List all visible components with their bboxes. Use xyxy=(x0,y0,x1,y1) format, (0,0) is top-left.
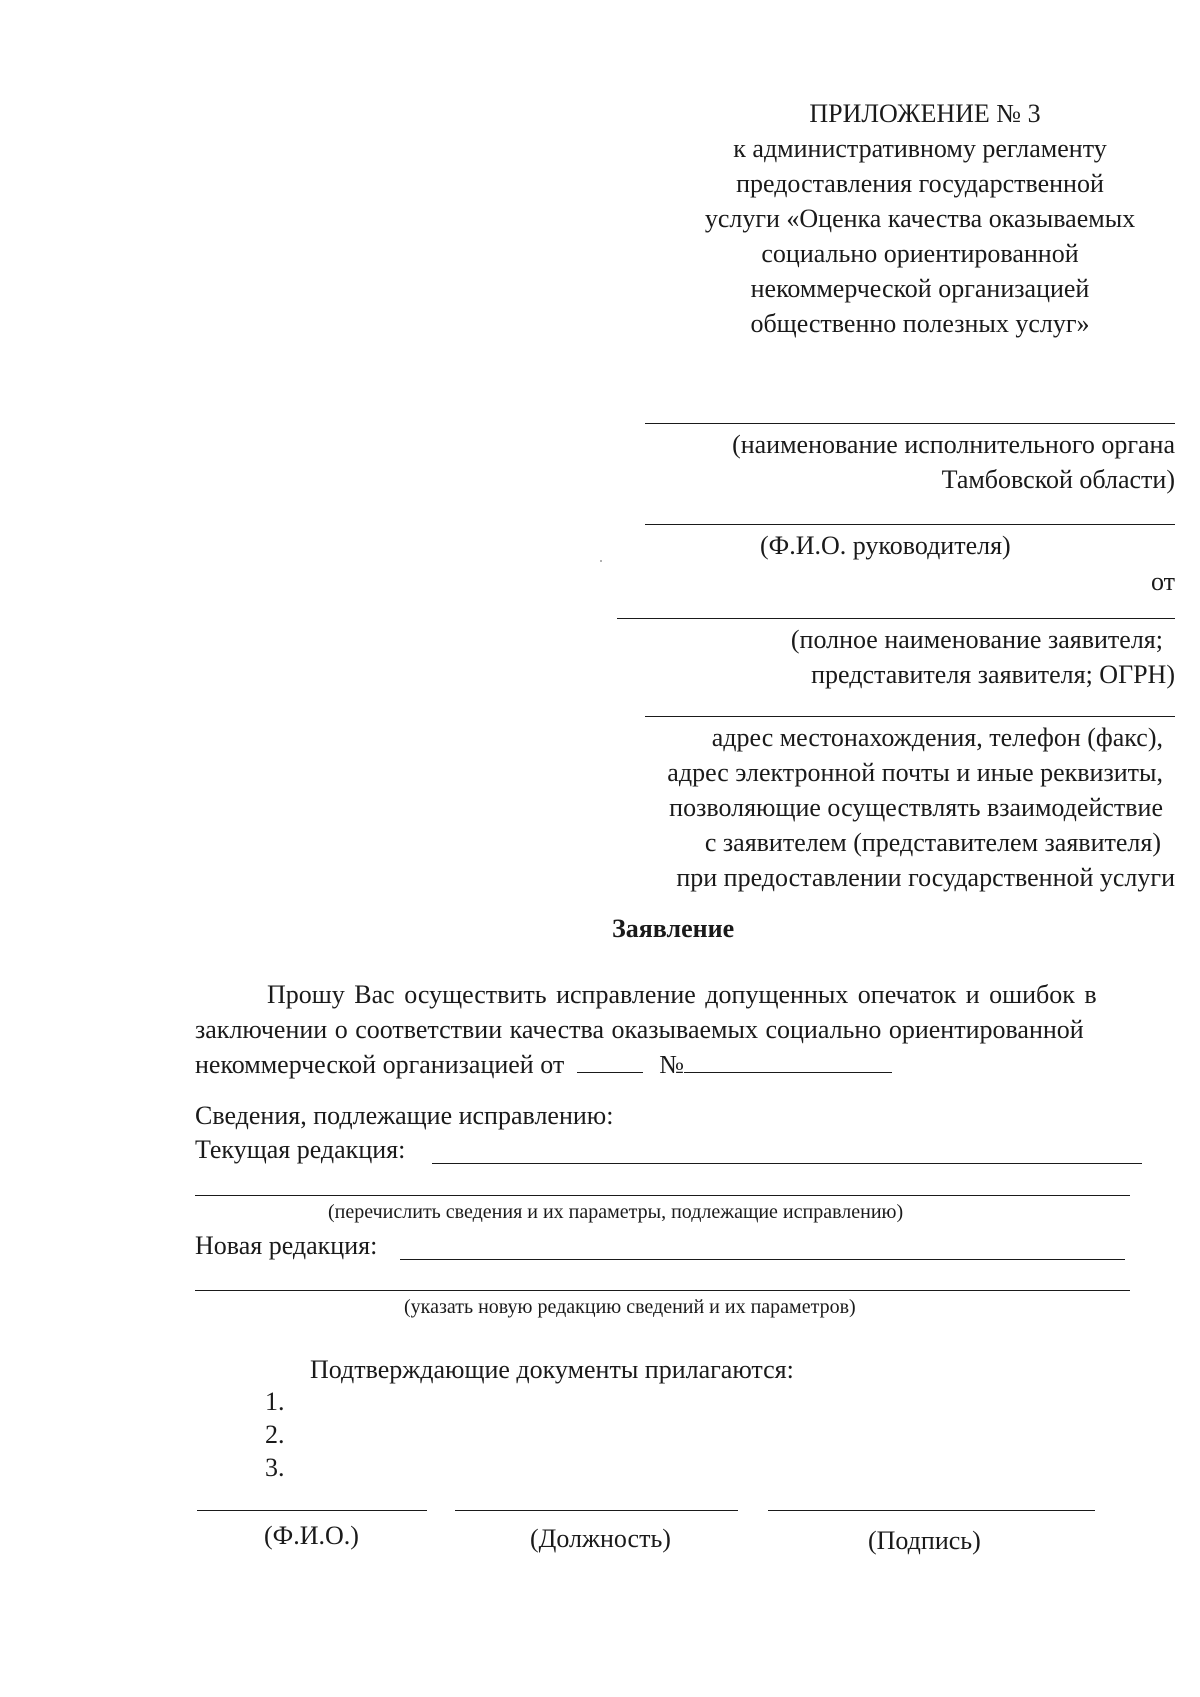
contacts-caption-line: адрес местонахождения, телефон (факс), xyxy=(711,723,1163,752)
current-edition-caption: (перечислить сведения и их параметры, подлежащие исправлению) xyxy=(328,1201,904,1223)
appendix-header xyxy=(660,96,1180,341)
organ-caption xyxy=(560,427,1175,497)
position-caption: (Должность) xyxy=(530,1524,671,1553)
attachment-item: 2. xyxy=(265,1420,285,1449)
organ-name-line[interactable] xyxy=(645,423,1175,424)
scan-speck xyxy=(600,560,602,562)
new-edition-label: Новая редакция: xyxy=(195,1231,378,1260)
organ-caption-line: Тамбовской области) xyxy=(941,465,1175,494)
from-label: от xyxy=(1150,567,1175,596)
attachment-item: 3. xyxy=(265,1453,285,1482)
applicant-contacts-line[interactable] xyxy=(645,716,1175,717)
request-line: Прошу Вас осуществить исправление допущенных опечаток и ошибок в xyxy=(267,980,1097,1009)
appendix-subtitle-line: некоммерческой организацией xyxy=(750,274,1090,303)
attachment-item: 1. xyxy=(265,1387,285,1416)
head-caption: (Ф.И.О. руководителя) xyxy=(760,531,1011,560)
applicant-name-line[interactable] xyxy=(617,618,1175,619)
contacts-caption-line: позволяющие осуществлять взаимодействие xyxy=(669,793,1163,822)
contacts-caption-line: адрес электронной почты и иные реквизиты, xyxy=(667,758,1163,787)
appendix-number: ПРИЛОЖЕНИЕ № 3 xyxy=(809,99,1041,128)
appendix-subtitle-line: предоставления государственной xyxy=(736,169,1104,198)
appendix-subtitle-line: социально ориентированной xyxy=(761,239,1079,268)
document-title: Заявление xyxy=(612,914,735,943)
contacts-caption-line: при предоставлении государственной услуги xyxy=(676,863,1175,892)
head-name-line[interactable] xyxy=(645,524,1175,525)
contacts-caption-line: с заявителем (представителем заявителя) xyxy=(704,828,1161,857)
applicant-caption-line: (полное наименование заявителя; xyxy=(790,625,1163,654)
current-edition-label: Текущая редакция: xyxy=(195,1135,406,1164)
request-line-prefix: некоммерческой организацией от xyxy=(195,1050,565,1079)
position-signature-line[interactable] xyxy=(455,1510,738,1511)
attachments-intro: Подтверждающие документы прилагаются: xyxy=(310,1355,794,1384)
conclusion-number-field[interactable] xyxy=(684,1048,892,1073)
current-edition-field-2[interactable] xyxy=(195,1195,1130,1196)
applicant-caption xyxy=(560,622,1175,692)
number-sign: № xyxy=(659,1050,685,1079)
signature-line[interactable] xyxy=(768,1510,1095,1511)
corrections-intro: Сведения, подлежащие исправлению: xyxy=(195,1101,614,1130)
appendix-subtitle-line: к административному регламенту xyxy=(733,134,1107,163)
appendix-subtitle-line: общественно полезных услуг» xyxy=(750,309,1090,338)
fio-signature-line[interactable] xyxy=(197,1510,427,1511)
appendix-subtitle-line: услуги «Оценка качества оказываемых xyxy=(704,204,1136,233)
organ-caption-line: (наименование исполнительного органа xyxy=(732,430,1175,459)
fio-caption: (Ф.И.О.) xyxy=(264,1521,359,1550)
new-edition-caption: (указать новую редакцию сведений и их параметров) xyxy=(404,1296,856,1318)
current-edition-field[interactable] xyxy=(432,1163,1142,1164)
applicant-caption-line: представителя заявителя; ОГРН) xyxy=(811,660,1175,689)
signature-caption: (Подпись) xyxy=(868,1526,981,1555)
attachments-list xyxy=(265,1385,285,1484)
new-edition-field[interactable] xyxy=(400,1259,1125,1260)
new-edition-field-2[interactable] xyxy=(195,1290,1130,1291)
request-paragraph xyxy=(195,977,1175,1082)
request-line: заключении о соответствии качества оказываемых социально ориентированной xyxy=(195,1015,1084,1044)
contacts-caption xyxy=(560,720,1175,895)
conclusion-date-field[interactable] xyxy=(577,1048,643,1073)
request-line xyxy=(195,1047,1175,1082)
